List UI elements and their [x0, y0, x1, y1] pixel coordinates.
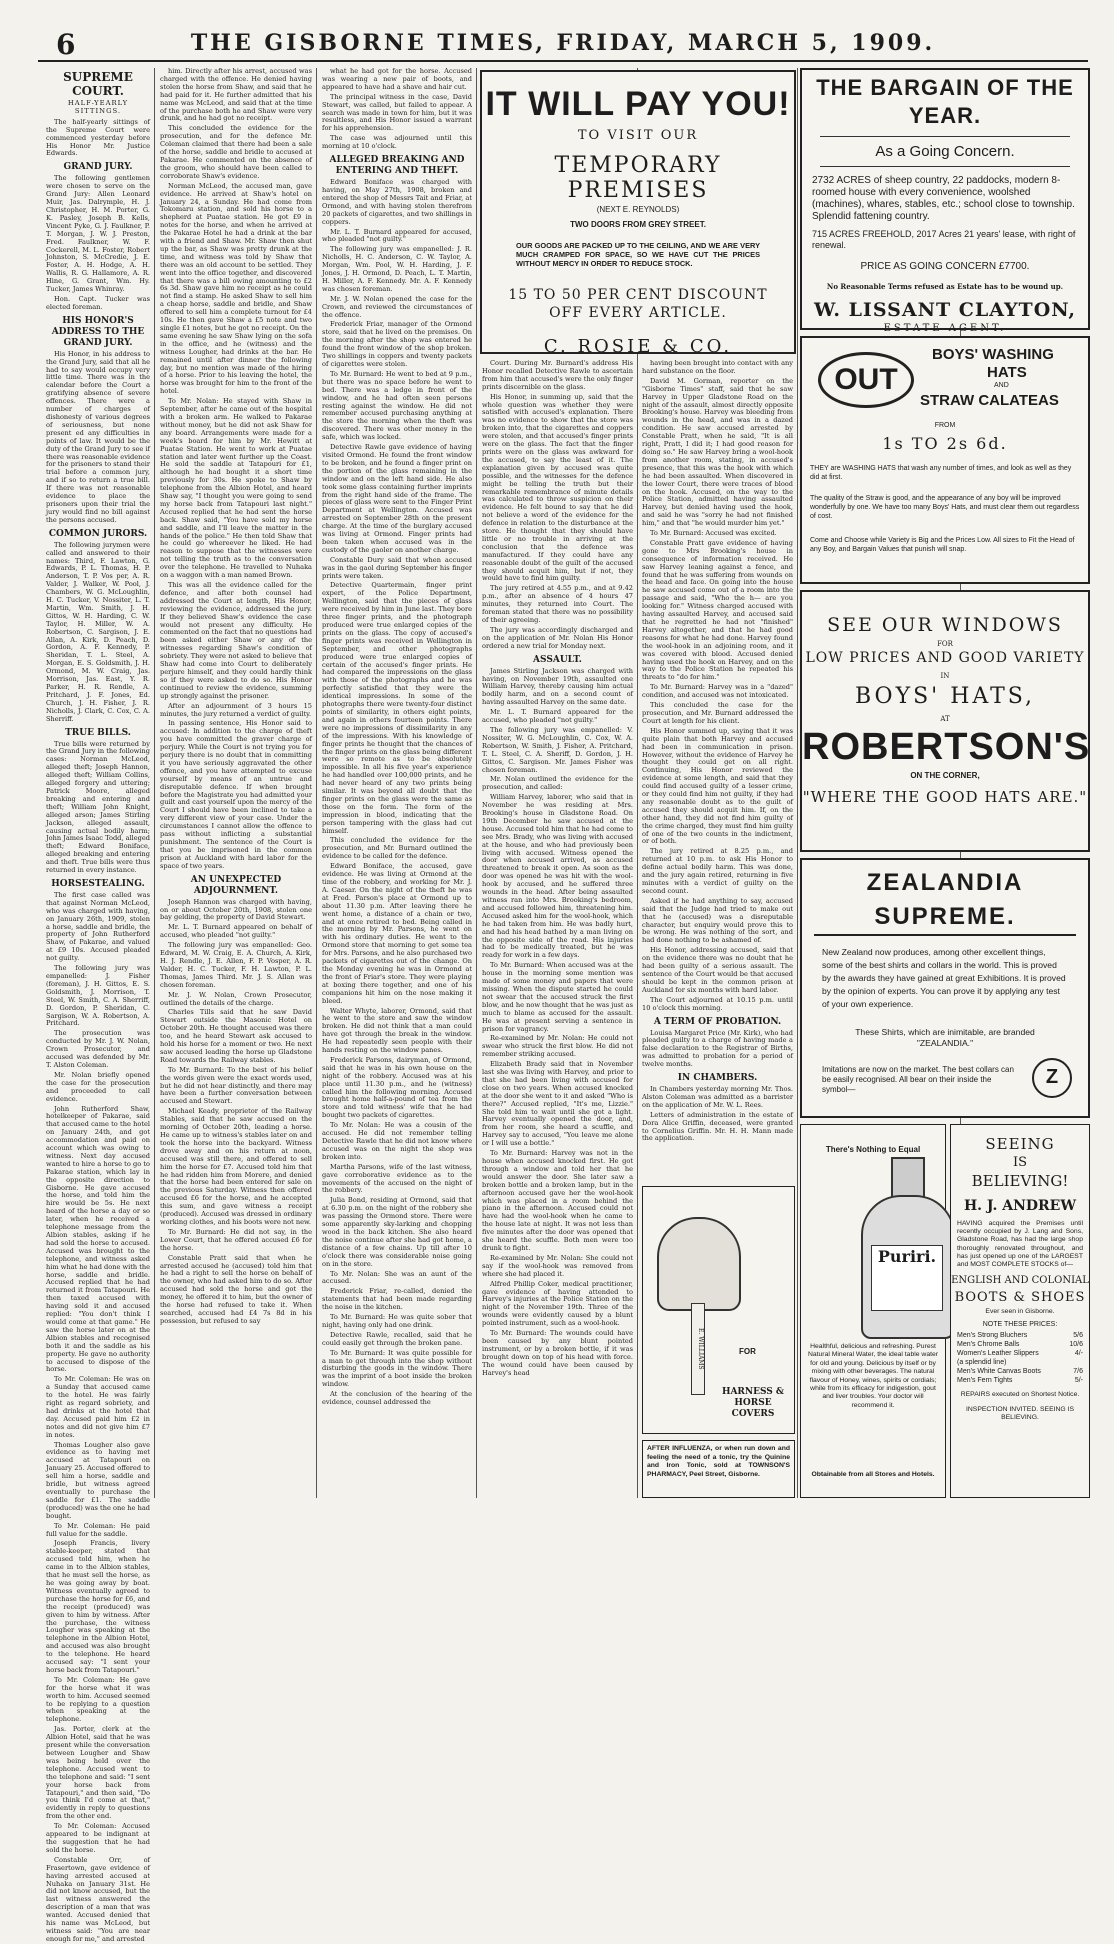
paragraph: The following jurymen were called and answered to their names: Third, F. Lawton, G. Edwards, P. L. Thomas, H. P. Anderson, T. P. Vos per, A. R. Valder, J. Walker, W. Pool, J. Chambers, W. G. McLoughlin, H. C. Tucker, V. Nossiter, L. T. Martin, Wm. Smith, J. H. Gittos, W. H. Harding, C. W. Taylor, H. Miller, W. A. Robertson, C. Sargison, J. E. Allan, A. Kirk, D. Peach, D. Gordon, A. F. Kennedy, P. Sheridan, T. L. Steel, A. Morgan, E. S. Goldsmith, J. H. Ormond, M. W. Craig, Jas. Morrison, Jas. East, Y. R. Parker, H. R. Rendle, A. Pritchard, J. F. Jones, Ed. Church, J. H. Fisher, J. R. Nicholls, J. Clark, C. Cox, C. A. Sherriff.: [46, 540, 150, 723]
paragraph: Constable Orr, of Frasertown, gave evidence of having arrested accused at Nuhaka on January 31st. He did not know accused, but the last witness answered the description of a man that was wanted. Accused denied that his name was McLeod, but witness said: "You are near enough for me," and arrested: [46, 1855, 150, 1943]
paragraph: Re-examined by Mr. Nolan: She could not say if the wool-hook was removed from where she had placed it.: [482, 1253, 633, 1278]
column-rule: [797, 68, 798, 1498]
paragraph: William Harvey, laborer, who said that in November he was residing at Mrs. Brooking's house in Gladstone Road. On 19th December he saw accused at the house. Accused told him that he had come to see Mrs. Brady, who was living with accused at the house, and who had previously been living with accused. Witness opened the door when accused arrived, as accused threatened to break it open. As soon as the door was opened he was hit with the wool-hook by accused, and he suffered three wounds in the head. After being assaulted witness ran into Mrs. Brooking's bedroom, and accused followed him, threatening him. Accused asked him for the wool-hook, which he had taken from him. He was badly hurt, and had his head bathed by a man living on the opposite side of the road. His injuries had to be medically treated, but he was ready for work in a few days.: [482, 793, 633, 960]
saddle-strap-label: E. WILLIAMS: [691, 1303, 705, 1395]
paragraph: To Mr. Coleman: He paid full value for the saddle.: [46, 1521, 150, 1538]
article-column-4: [482, 360, 633, 1498]
ad-text: HARNESS & HORSE COVERS: [721, 1387, 785, 1419]
price-item: Men's Chrome Balls: [957, 1341, 1020, 1349]
ad-text: No Reasonable Terms refused as Estate has to be wound up.: [826, 282, 1064, 291]
paragraph: Re-examined by Mr. Nolan: He could not swear who struck the first blow. He did not remember striking accused.: [482, 1034, 633, 1059]
ad-body: The quality of the Straw is good, and the appearance of any boy will be improved wonderfully by one. We have too many Boys' Hats, and must clear them out regardless of cost.: [810, 495, 1080, 520]
paragraph: The following jury was empanelled: J. R. Nicholls, H. C. Anderson, C. W. Taylor, A. Morgan, Wm. Pool, W. H. Harding, J. F. Jones, J. H. Ormond, D. Peach, L. T. Martin, H. Miller, A. F. Kennedy. Mr. A. F. Kennedy was chosen foreman.: [322, 245, 472, 293]
paragraph: To Mr. Burnard: Harvey was in a "dazed" condition, and accused was not intoxicated.: [642, 683, 793, 700]
ad-body: Healthful, delicious and refreshing. Purest Natural Mineral Water, the ideal table water for old and young. Delicious by itself or by mixing with other beverages. The natural flavour of Honey, wines, spirits or cordials; while from its efficacy for indigestion, gout and liver troubles. Your doctor will recommend it.: [807, 1343, 939, 1409]
ad-text: TO VISIT OUR: [577, 128, 699, 143]
ad-headline: THE BARGAIN OF THE YEAR.: [816, 75, 1074, 128]
ad-headline: STRAW CALATEAS: [920, 392, 1059, 409]
ad-body: HAVING acquired the Premises until recently occupied by J. Lang and Sons, Gladstone Road, has had the large shop thoroughly renovated throughout, and has just opened up one of the LARGEST and MOST COMPLETE STOCKS of—: [957, 1220, 1083, 1269]
paragraph: The following jury was empanelled: Geo. Edward, M. W. Craig, E. A. Church, A. Kirk, H. J. Rendle, J. E. Allen, F. P. Vosper, A. R. Valder, H. C. Tucker, F. H. Lawton, P. L. Thomas, James Third. Mr. J. S. Allan was chosen foreman.: [160, 941, 312, 989]
page-number: 6: [56, 28, 76, 61]
paragraph: Charles Tills said that he saw David Stewart outside the Masonic Hotel on October 20th. He thought accused was there too, and he heard Stewart ask accused to hold his horse for a moment or two. He next saw accused leading the horse up Gladstone Road towards the Railway stables.: [160, 1008, 312, 1064]
paragraph: Martha Parsons, wife of the last witness, gave corroborative evidence as to the movements of the accused on the night of the robbery.: [322, 1162, 472, 1195]
ad-price: PRICE AS GOING CONCERN £7700.: [860, 261, 1030, 272]
paragraph: Frederick Friar, manager of the Ormond store, said that he lived on the premises. On the morning after the shop was entered he found the front window of the shop broken. Two shillings in coppers and twenty packets of cigarettes were stolen.: [322, 320, 472, 368]
price-row: [957, 1358, 1083, 1367]
paragraph: The jury was accordingly discharged and on the application of Mr. Nolan His Honor ordered a new trial for Monday next.: [482, 625, 633, 650]
paragraph: him. Directly after his arrest, accused was charged with the offence. He denied having stolen the horse from Shaw, and said that he had paid for it. He further admitted that his name was McLeod, and said that at the time of the purchase both he and Shaw were very drunk, and he had got no receipt.: [160, 67, 312, 123]
paragraph: To Mr. Burnard: The wounds could have been caused by any blunt pointed instrument, or by a broken bottle, if it was brought down on top of his head with force. The wound could have been caused by Harvey's head: [482, 1329, 633, 1377]
paragraph: His Honor, in his address to the Grand Jury, said that all he had to say would occupy very little time. There was in the calendar before the Court a gratifying absence of severe offences. There were a number of charges of dishonesty of various degrees of seriousness, but none present ed any difficulties in points of law. It would be the duty of the Grand Jury to see if there was reasonable evidence for the prisoners to stand their trial before a common jury, and if so to return a true bill. If there was not reasonable evidence to place the prisoners upon their trial the jury would find no bill against the persons accused.: [46, 349, 150, 524]
andrew-boots-advertisement: [950, 1124, 1090, 1498]
ad-headline: IS: [1012, 1155, 1028, 1170]
paragraph: Norman McLeod, the accused man, gave evidence. He arrived at Shaw's hotel on January 24, a Sunday. He had come from Tokomaru station, and sold his horse to a shepherd at Puatae station. He got £9 in notes for the horse, and when he arrived at the Pakarae Hotel he had a drink at the bar with a friend and Shaw. Mr. Shaw then shut up the bar, as Shaw was pretty drunk at the time, and witness was told by Shaw that there was an old account to be settled. They went into the office together, and discovered that there was a bill owing amounting to £2 6s 3d. Shaw gave him no receipt as he could not find a stamp. He asked Shaw to sell him a cheap horse, saddle and bridle, and Shaw offered to sell him a complete turnout for £4 10s. He then gave Shaw a £5 note and two single £1 notes, but he got no receipt. On the same evening he saw Shaw lying on the sofa in the office, and he (witness) and the witness Lougher, had drinks at the bar. He remained until after dinner the following day, but no mention was made of the hiring of a horse. Prior to his leaving the hotel, the horse was brought for him to the front of the hotel.: [160, 181, 312, 396]
ad-text: REPAIRS executed on Shortest Notice.: [960, 1391, 1080, 1399]
ad-subhead: As a Going Concern.: [875, 143, 1015, 160]
paragraph: This concluded the evidence for the prosecution, and Mr. Burnard outlined the evidence to be called for the defence.: [322, 836, 472, 861]
paragraph: Detective Rawle gave evidence of having visited Ormond. He found the front window to be broken, and he found a finger print on the portion of the glass remaining in the window and on the left hand side. He also took some glass containing further imprints from the right hand side of the frame. The pieces of glass were sent to the Finger Print Department at Wellington. Accused was arrested on September 28th on the present charge. At the time of the burglary accused was living at Ormond. Finger prints had been taken when accused was in the custody of the gaoler on another charge.: [322, 443, 472, 554]
paragraph: Joseph Francis, livery stable-keeper, stated that accused told him, when he came in to the Albion stables, that he must sell the horse, as he was going away by boat. Witness eventually agreed to purchase the horse for £6, and the receipt (produced) was given to him by witness. After the purchase, the witness Lougher was speaking at the telephone in the Albion Hotel, and accused was also brought to the telephone. He heard accused say: "I sent your horse back from Tatapouri.": [46, 1539, 150, 1674]
paragraph: Mr. L. T. Burnard appeared for accused, who pleaded "not guilty.": [322, 227, 472, 244]
paragraph: The following jury was empanelled: V. Nossiter, W. G. McLoughlin, C. Cox, W. A. Robertson, W. Smith, J. Fisher, A. Pritchard, T. L. Steel, C. A. Sheriff, D. Gordon, J. H. Gittos, C. Sargison. Mr. James Fisher was chosen foreman.: [482, 725, 633, 774]
ad-headline: BOYS' WASHING: [932, 346, 1054, 363]
ad-text: TEMPORARY PREMISES: [554, 153, 722, 203]
article-column-1: [46, 68, 150, 1943]
paragraph: To Mr. Coleman: He was on a Sunday that accused came to the hotel. He was fairly right as regard sobriety, and had drinks at the hotel that day. Accused paid him £2 in notes and did not give him £7 in notes.: [46, 1375, 150, 1439]
paragraph: To Mr. Burnard: To the best of his belief the words given were the exact words used, but he did not hear distinctly, and there may have been a further conversation between accused and Stewart.: [160, 1065, 312, 1106]
article-column-3: [322, 68, 472, 1498]
ad-text: LOW PRICES AND GOOD VARIETY: [805, 650, 1085, 666]
paragraph: what he had got for the horse. Accused was wearing a new pair of boots, and appeared to have had a shave and hair cut.: [322, 67, 472, 91]
ad-body: AFTER INFLUENZA, or when run down and feeling the need of a tonic, try the Quinine and Iron Tonic, sold at TOWNSON'S PHARMACY, Peel Street, Gisborne.: [647, 1445, 790, 1478]
paragraph: His Honor, addressing accused, said that on the evidence there was no doubt that he had been guilty of a serious assault. The sentence of the Court would be that accused should be kept in the common prison at Auckland for six months with hard labor.: [642, 946, 793, 994]
boys-hats-advertisement: [800, 336, 1090, 584]
price-item: Men's Fern Tights: [957, 1377, 1013, 1385]
paragraph: Letters of administration in the estate of Dora Alice Griffin, deceased, were granted to Cornelius Griffin. Mr. H. H. Mann made the application.: [642, 1110, 793, 1143]
ad-body: OUR GOODS ARE PACKED UP TO THE CEILING, AND WE ARE VERY MUCH CRAMPED FOR SPACE, SO WE HAVE CUT THE PRICES WITHOUT MERCY IN ORDER TO REDUCE STOCK.: [516, 241, 760, 268]
ad-agent-title: ESTATE AGENT.: [883, 323, 1007, 334]
ad-text: FROM: [934, 422, 956, 429]
paragraph: Mr. Nolan briefly opened the case for the prosecution and proceeded to call evidence.: [46, 1070, 150, 1103]
price-value: 5/-: [1074, 1377, 1083, 1385]
section-heading: TRUE BILLS.: [65, 727, 131, 738]
ad-text: BOOTS & SHOES: [954, 1290, 1086, 1306]
ad-headline: SEEING: [985, 1135, 1055, 1153]
ad-store-name: ROBERTSON'S: [802, 726, 1091, 768]
paragraph: To Mr. Nolan: He stayed with Shaw in September, after he came out of the hospital with a broken arm. He walked to Pakarae without money, but he did not ask Shaw for any board. Arrangements were made for a week's board for him by Mr. Hewitt at Puatae Station. He went to work at Puatae station and later went further up the Coast. He sold the saddle at Tatapouri for £1, although he had bought it a short time previously for 30s. He spoke to Shaw by telephone from the Albion Hotel, and heard Shaw say, "I thought you were going to send my horse back from Tatapouri last night." Accused replied that he had sent the horse back. Shaw said, "You have sold my horse and saddle, and I'll leave the matter in the hands of the police." He then told Shaw that he could go whereever he liked. He had reason to suppose that the witnesses were not telling the truth as to the conversation over the telephone. He travelled to Nuhaka on a waggon with a man named Brown.: [160, 397, 312, 580]
section-heading: ALLEGED BREAKING AND ENTERING AND THEFT.: [329, 155, 465, 177]
price-item: Men's White Canvas Boots: [957, 1368, 1041, 1376]
ad-body: These Shirts, which are inimitable, are branded "ZEALANDIA.": [855, 1027, 1035, 1048]
paragraph: To Mr. Burnard: He was quite sober that night, having only had one drink.: [322, 1313, 472, 1329]
paragraph: His Honor summed up, saying that it was quite plain that both Harvey and accused had been in communication in prison. However, without the evidence of Harvey he thought they could get on all right. Continuing, His Honor reviewed the evidence at some length, and said that they could find accused guilty of a lesser crime, or they could find him not guilty, if they had any reasonable doubt as to the guilt of accused they should acquit him. If, on the other hand, they did not find him guilty of the crime charged, they must find him guilty of one of the two counts in the indictment, or of both.: [642, 726, 793, 846]
column-rule: [316, 68, 317, 1498]
section-heading: GRAND JURY.: [63, 162, 133, 173]
masthead: [38, 20, 1088, 62]
paragraph: After an adjournment of 3 hours 15 minutes, the jury returned a verdict of guilty.: [160, 701, 312, 718]
price-row: [957, 1340, 1083, 1349]
column-rule: [476, 68, 477, 1498]
ad-headline: SEE OUR WINDOWS: [827, 614, 1063, 636]
paragraph: Edward Boniface, the accused, gave evidence. He was living at Ormond at the time of the robbery, and working for Mr. J. A. Caesar. On the night of the theft he was at Fred. Parson's place at Ormond up to about 11.30 p.m. After leaving there he went home, a distance of a chain or two, and at once retired to bed. Being called in the morning by Mr. Parsons, he went on with his ordinary duties. He went to the Ormond store that morning to get some tea for Mrs. Parsons, and he also purchased two packets of cigarettes out of the change. On the Monday evening he was in Ormond at the front of Friar's store. They were playing at boxing there together, and one of his companions hit him on the nose making it bleed.: [322, 862, 472, 1005]
divider: [820, 166, 1070, 167]
section-heading: HORSESTEALING.: [51, 878, 145, 889]
price-item: (a splendid line): [957, 1359, 1007, 1367]
ad-headline: IT WILL PAY YOU!: [485, 85, 791, 123]
paragraph: True bills were returned by the Grand Jury in the following cases: Norman McLeod, alleged theft; Joseph Hannon, alleged theft; William Collins, alleged forgery and uttering; Patrick Moore, alleged breaking and entering and theft; William John Knight, alleged arson; James Stirling Jackson, alleged assault, causing actual bodily harm; John James Isaac Todd, alleged theft; Edward Boniface, alleged breaking and entering and theft. True bills were thus returned in every instance.: [46, 739, 150, 875]
paragraph: The half-yearly sittings of the Supreme Court were commenced yesterday before His Honor Mr. Justice Edwards.: [46, 117, 150, 158]
ad-text: INSPECTION INVITED. SEEING IS BELIEVING.: [965, 1405, 1074, 1422]
ad-text: BOYS' HATS,: [854, 684, 1036, 709]
paragraph: Louisa Margaret Price (Mr. Kirk), who had pleaded guilty to a charge of having made a false declaration to the Registrar of Births, was admitted to probation for a period of twelve months.: [642, 1028, 793, 1069]
ad-text: ENGLISH AND COLONIAL: [951, 1275, 1089, 1287]
section-heading: A TERM OF PROBATION.: [653, 1016, 782, 1027]
ad-signature: C. ROSIE & CO.: [543, 336, 733, 357]
bottle-label: [871, 1245, 943, 1311]
harness-advertisement: [642, 1186, 795, 1434]
ad-text: FOR: [937, 640, 953, 648]
article-heading: SUPREME COURT.: [63, 70, 133, 98]
ad-text: Ever seen in Gisborne.: [985, 1308, 1055, 1316]
price-row: [957, 1367, 1083, 1376]
paragraph: This concluded the case for the prosecution, and Mr. Burnard addressed the Court at length for his client.: [642, 701, 793, 725]
paragraph: Constable Dury said that when accused was in the gaol during September his finger prints were taken.: [322, 555, 472, 580]
paragraph: Mr. L. T. Burnard appeared on behalf of accused, who pleaded "not guilty.": [160, 923, 312, 940]
section-heading: AN UNEXPECTED ADJOURNMENT.: [190, 874, 282, 896]
paragraph: Detective Rawle, recalled, said that he could easily get through the broken pane.: [322, 1330, 472, 1347]
newspaper-title: THE GISBORNE TIMES, FRIDAY, MARCH 5, 1909.: [190, 30, 936, 56]
paragraph: His Honor, in summing up, said that the whole question was whether they were satisfied with accused's explanation. There was no evidence to show that the store was broken into, that the cigarettes and coppers were stolen, and that accused's finger prints were on the glass. The fact that the finger prints were on the glass was awkward for the accused, to say the least of it. The explanation given by accused was quite possible, and the witnesses for the defence might be telling the truth but their remarkable remembrance of minute details was calculated to throw suspicion on their evidence. He felt bound to say that he did not believe a word of the evidence for the defence in relation to the disturbance at the store. He thought that they should have little or no trouble in arriving at the conclusion that the defence was manufactured. If they could have any reasonable doubt of the guilt of the accused they should acquit him, but if not, they would have to find him guilty.: [482, 392, 633, 583]
zealandia-advertisement: [800, 858, 1090, 1118]
paragraph: In Chambers yesterday morning Mr. Thos. Alston Coleman was admitted as a barrister on the application of Mr. W. L. Rees.: [642, 1085, 793, 1109]
paragraph: James Stirling Jackson was charged with having, on November 19th, assaulted one William Harvey, thereby causing him actual bodily harm, and on a second count of having assaulted Harvey on the same date.: [482, 666, 633, 707]
ad-text: There's Nothing to Equal: [825, 1145, 921, 1154]
paragraph: Constable Pratt gave evidence of having gone to Mrs Brooking's house in consequence of information received. He saw Harvey leaning against a fence, and found that he was suffering from wounds on the head and face. On going into the house he saw accused come out of a room into the passage and said, "Who the h— are you looking for." Witness charged accused with having assaulted Harvey, and accused said that he regretted he had not "finished" Harvey altogether, and that he had good reasons for what he had done. Harvey found the wool-hook in an adjoining room, and it was covered with blood. Accused denied having used the hook on Harvey, and on the way to the Police Station he repeated his threats to "do for him.": [642, 538, 793, 682]
price-item: Women's Leather Slippers: [957, 1350, 1039, 1358]
section-heading: IN CHAMBERS.: [677, 1073, 758, 1084]
ad-headline: ZEALANDIA SUPREME.: [814, 866, 1076, 936]
paragraph: The Court adjourned at 10.15 p.m. until 10 o'clock this morning.: [642, 995, 793, 1012]
ad-text: AT: [940, 715, 950, 723]
puriri-advertisement: [800, 1124, 946, 1498]
ad-text: Obtainable from all Stores and Hotels.: [811, 1471, 935, 1478]
bargain-advertisement: [800, 68, 1090, 334]
section-heading: COMMON JURORS.: [48, 528, 148, 539]
ad-body: Come and Choose while Variety is Big and the Prices Low. All sizes to Fit the Head of any Boy, and Bargain Values that punish will snap.: [810, 537, 1075, 553]
price-row: [957, 1331, 1083, 1340]
article-column-5: [642, 360, 793, 1180]
paragraph: having been brought into contact with any hard substance on the floor.: [642, 359, 793, 375]
paragraph: The prosecution was conducted by Mr. J. W. Nolan, Crown Prosecutor, and accused was defended by Mr. T. Alston Coleman.: [46, 1029, 150, 1069]
paragraph: To Mr. Burnard: He did not say, in the Lower Court, that he offered accused £6 for the horse.: [160, 1227, 312, 1252]
robertsons-advertisement: [800, 590, 1090, 852]
divider: [820, 136, 1070, 137]
paragraph: Court. During Mr. Burnard's address His Honor recalled Detective Rawle to ascertain from him that accused's were the only finger prints discernible on the glass.: [482, 359, 633, 391]
price-row: [957, 1349, 1083, 1358]
zealandia-symbol-icon: Z: [1032, 1058, 1072, 1098]
paragraph: Jas. Porter, clerk at the Albion Hotel, said that he was present while the conversation between Lougher and Shaw was being held over the telephone. Accused went to the telephone and said: "I sent your horse back from Tatapouri," and then said, "Do you think I'd come at that," evidently in reply to questions from the other end.: [46, 1725, 150, 1821]
ad-body: Imitations are now on the market. The best collars can be easily recognised. All bear on their inside the symbol—: [822, 1065, 1014, 1094]
paragraph: Michael Keady, proprietor of the Railway Stables, said that he saw accused on the morning of October 20th, leading a horse. He came up to witness's stables later on and took the horse into the backyard. Witness drove away and on his return at noon, accused was still there, and offered to sell him the horse for £7. Accused told him that he had ridden him from Morere, and denied that the horse had been entered for sale on the previous Saturday. Witness then offered accused £6 for the horse, and he accepted this sum, and gave witness a receipt (produced). Accused was dressed in ordinary working clothes, and his boots were not new.: [160, 1107, 312, 1226]
paragraph: Constable Pratt said that when he arrested accused he (accused) told him that he had a right to sell the horse on behalf of the owner, who had asked him to do so. After accused had sold the horse and got the money, he offered it to him, but the owner of the horse had refused to take it. When searched, accused had £4 7s 8d in his possession, but refused to say: [160, 1253, 312, 1325]
paragraph: Edward Boniface was charged with having, on May 27th, 1908, broken and entered the shop of Messrs Tait and Friar, at Ormond, and with having stolen therefrom 20 packets of cigarettes, and two shillings in coppers.: [322, 178, 472, 226]
paragraph: At the conclusion of the hearing of the evidence, counsel addressed the: [322, 1390, 472, 1407]
paragraph: Alfred Phillip Coker, medical practitioner, gave evidence of having attended to Harvey's injuries at the Police Station on the night of the November 19th. Three of the wounds were evidently caused by a blunt pointed instrument, such as a wool-hook.: [482, 1279, 633, 1328]
paragraph: The first case called was that against Norman McLeod, who was charged with having, on January 26th, 1909, stolen a horse, saddle and bridle, the property of John Rutherford Shaw, of Pakarae, and valued at £9 10s. Accused pleaded not guilty.: [46, 890, 150, 963]
paragraph: To Mr. Burnard: When accused was at the house in the morning some mention was made of some money and papers that were missing. When the dispute started he could not swear that the accused struck the first blow, and he now thought that he was just as much to blame as accused for the assault. He was at present serving a sentence in prison for vagrancy.: [482, 961, 633, 1033]
paragraph: Joseph Hannon was charged with having, on or about October 20th, 1908, stolen one bay gelding, the property of David Stewart.: [160, 897, 312, 922]
section-heading: HIS HONOR'S ADDRESS TO THE GRAND JURY.: [51, 315, 145, 348]
ad-slogan: "WHERE THE GOOD HATS ARE.": [802, 788, 1088, 806]
price-item: Men's Strong Bluchers: [957, 1332, 1028, 1340]
paragraph: The jury retired at 4.55 p.m., and at 9.42 p.m., after an absence of 4 hours 47 minutes, they returned into Court. The foreman stated that there was no possibility of their agreeing.: [482, 584, 633, 624]
paragraph: To Mr. Burnard: He went to bed at 9 p.m., but there was no space before he went to bed. There was a ledge in front of the window, and he had often seen persons resting against the window. He did not remember accused purchasing anything at the store the morning when the theft was discovered. There was other money in the safe, which was locked.: [322, 369, 472, 442]
paragraph: To Mr. Coleman: He gave for the horse what it was worth to him. Accused seemed to be replying to a question when speaking at the telephone.: [46, 1675, 150, 1724]
paragraph: John Rutherford Shaw, hotelkeeper of Pakarae, said that accused came to the hotel on January 24th, and got accommodation and paid on account which was owing to witness. Next day accused wanted to hire a horse to go to Pakarae station, which lay in the opposite direction to Gisborne. He gave accused the horse, and told him the hire would be 5s. He next heard of the horse a day or so later, when he received a telephone message from the Albion stables, asking if he had sold the horse to accused. Accused was brought to the telephone, and witness asked him what he had done with the horse, saddle and bridle. Accused replied that he had returned it from Tatapouri. He then taxed accused with having sold it and accused replied: "You don't think I would come at that game." He saw the horse later on at the Albion stables and recognised both it and the saddle as his property. He gave no authority to accused to dispose of the horse.: [46, 1104, 150, 1374]
price-value: 5/6: [1073, 1332, 1083, 1340]
paragraph: Mr. Nolan outlined the evidence for the prosecution, and called:: [482, 775, 633, 792]
ad-text: NOTE THESE PRICES:: [982, 1321, 1058, 1329]
paragraph: To Mr. Burnard: Harvey was not in the house when accused knocked first. He got through a window and told her that he would answer the door. She later saw a broken bottle and a broken lamp, but in the afternoon accused gave her the wool-hook which was placed in a room behind the piano in the afternoon. Accused could not have had the wool-hook when he came to the house late at night. It was not less than five minutes after the door was opened that she heard the scuffle. Both men were too drunk to fight.: [482, 1149, 633, 1252]
paragraph: Detective Quartermain, finger print expert, of the Police Department, Wellington, said that the pieces of glass were received by him in June last. They bore three finger prints, and the photograph produced were true enlarged copies of the prints on the glass. The copy of accused's finger prints was received in Wellington in September, and other photographs produced were true enlarged copies of certain of the accused's finger prints. He had compared the impressions on the glass with those of the photographs and he was perfectly satisfied that they were the identical impressions. In some of the photographs there were twenty-four distinct points of similarity, in others eight points, and again in others fourteen points. There were no impressions of dissimilarity in any of the impressions. With his knowledge of finger prints he thought that the chances of the finger prints on the glass being different were so remote as to be absolutely impossible. In all his five year's experience he had handled over 100,000 prints, and he had never heard of any two prints being similar. It was beyond all doubt that the finger prints on the glass were the same as those on the form. The form of the impression in blood, indicating that the person tampering with the glass had cut himself.: [322, 581, 472, 835]
paragraph: To Mr. Coleman: Accused appeared to be indignant at the suggestion that he had sold the horse.: [46, 1822, 150, 1854]
article-subheading: HALF-YEARLY SITTINGS.: [67, 99, 129, 115]
ad-agent-name: W. LISSANT CLAYTON,: [813, 299, 1077, 321]
paragraph: Frederick Parsons, dairyman, of Ormond, said that he was in his own house on the night of the robbery. Accused was at his place until 11.30 p.m., and he (witness) called him the following morning. Accused brought home half-a-pound of tea from the store and told witness' wife that he had bought two packets of cigarettes.: [322, 1055, 472, 1120]
paragraph: The case was adjourned until this morning at 10 o'clock.: [322, 134, 472, 151]
ad-brand: Puriri.: [877, 1247, 937, 1266]
paragraph: To Mr. Nolan: He was a cousin of the accused. He did not remember telling Detective Rawle that he did not know where accused was on the night the shop was broken into.: [322, 1121, 472, 1161]
ad-headline: HATS: [987, 364, 1027, 381]
paragraph: Frederick Friar, re-called, denied the statements that had been made regarding the noise in the kitchen.: [322, 1287, 472, 1312]
ad-text: IN: [940, 672, 950, 680]
paragraph: Elizabeth Brady said that in November last she was living with Harvey, and prior to that she had been living with accused for close on two years. When accused knocked at the door she went to it and asked "Who is there?" Accused replied, "It's me, Lizzie." She told him to wait until she got a light. Harvey eventually opened the door, and, from her room, she heard a scuffle, and Harvey say to accused, "You leave me alone or I will use a bottle.": [482, 1060, 633, 1148]
price-value: 7/6: [1073, 1368, 1083, 1376]
ad-headline: BELIEVING!: [971, 1172, 1069, 1190]
paragraph: The following jury was empanelled: J. Fisher (foreman), J. H. Gittos, E. S. Goldsmith, J. Morrison, T. Steel, W. Smith, C. A. Sherriff, D. Gordon, P. Sheridan, C. Sargison, W. A. Robertson, A. Pritchard.: [46, 964, 150, 1028]
ad-price: 1s TO 2s 6d.: [882, 434, 1008, 453]
paragraph: Walter Whyte, laborer, Ormond, said that he went to the store and saw the window broken. He did not think that a man could have got through the break in the window. He had repeatedly seen people with their hands resting on the window panes.: [322, 1006, 472, 1055]
paragraph: In passing sentence, His Honor said to accused: In addition to the charge of theft you have committed the graver charge of perjury. While the Court is not trying you for perjury there is no doubt that in committing it you have seriously aggravated the other offence, and you have attempted to excuse yourself by means of an untrue and disreputable defence. If when brought before the Magistrate you had admitted your guilt and cast yourself upon the mercy of the Court I should have been inclined to take a very different view of your case. Under the circumstances I cannot allow the offence to pass without inflicting a substantial punishment. The sentence of the Court is that you be imprisoned in the common prison at Auckland with hard labor for the space of two years.: [160, 719, 312, 870]
paragraph: To Mr. Burnard: Accused was excited.: [650, 529, 777, 538]
paragraph: To Mr. Burnard: It was quite possible for a man to get through into the shop without disturbing the goods in the window. There was the imprint of a boot inside the broken window.: [322, 1348, 472, 1389]
ad-body: 2732 ACRES of sheep country, 22 paddocks, modern 8-roomed house with every convenience, woolshed (machines), whares, stables, etc.; school close to township. Splendid fattening country.: [812, 175, 1075, 222]
paragraph: Asked if he had anything to say, accused said that the Judge had tried to make out that he (accused) was a disreputable character, but enquiry would prove this to be wrong. He was nothing of the sort, and had done nothing to be ashamed of.: [642, 896, 793, 945]
out-logo: OUT: [818, 352, 914, 408]
price-value: 10/6: [1069, 1341, 1083, 1349]
saddle-icon: [657, 1217, 741, 1311]
paragraph: The principal witness in the case, David Stewart, was called, but failed to appear. A search was made in town for him, but it was resultless, and His Honor issued a warrant for his apprehension.: [322, 92, 472, 133]
paragraph: Hon. Capt. Tucker was elected foreman.: [46, 294, 150, 311]
price-row: [957, 1376, 1083, 1385]
paragraph: Thomas Lougher also gave evidence as to having met accused at Tatapouri on January 25. Accused offered to sell him a horse, saddle and bridle, but witness agreed eventually to purchase the saddle for £1. The saddle (produced) was the one he had bought.: [46, 1440, 150, 1520]
ad-body: THEY are WASHING HATS that wash any number of times, and look as well as they did at first.: [810, 465, 1072, 481]
article-column-2: [160, 68, 312, 1498]
paragraph: Mr. L. T. Burnard appeared for the accused, who pleaded "not guilty.": [482, 708, 633, 725]
column-rule: [154, 68, 155, 1498]
paragraph: Julia Bond, residing at Ormond, said that at 6.30 p.m. on the night of the robbery she was passing the Ormond store. There were some apparently sky-larking and chopping wood in the back kitchen. She also heard the noise continue after she had got home, a distance of a few chains. Up till after 10 o'clock there was considerable noise going on in the store.: [322, 1196, 472, 1268]
rosie-advertisement: [480, 70, 796, 357]
ad-body: New Zealand now produces, among other excellent things, some of the best shirts and collars in the world. This is proved by the awards they have gained at great Exhibitions. It is proved by the opinion of experts. You can prove it by applying any test of your own experience.: [822, 947, 1066, 1009]
paragraph: Mr. J. W. Nolan, Crown Prosecutor, outlined the details of the charge.: [160, 990, 312, 1007]
price-value: 4/-: [1074, 1350, 1083, 1358]
paragraph: The jury retired at 8.25 p.m., and returned at 10 p.m. to ask His Honor to define actual bodily harm. This was done, and the jury again retired, returning in five minutes with a verdict of guilty on the second count.: [642, 847, 793, 895]
paragraph: David M. Gorman, reporter on the "Gisborne Times" staff, said that he saw Harvey in Upper Gladstone Road on the night of the assault, almost directly opposite Brooking's house. Harvey was bleeding from wounds in the head, and was in a dazed condition. He saw accused arrested by Constable Pratt, when he said, "It is all right, Pratt, I did it; I had good reason for doing so." He saw Harvey bring a wool-hook from another room, stating, in accused's presence, that this was the hook with which he had been assaulted. When discovered in the lower Court, there were traces of blood on the hook. Accused, on the way to the Police Station, admitted having assaulted Harvey, but denied having used the hook, and said he was "sorry he had not finished him," and that "he would murder him yet.": [642, 376, 793, 528]
section-heading: ASSAULT.: [533, 654, 582, 665]
ad-merchant-name: H. J. ANDREW: [963, 1198, 1077, 1214]
price-list: [957, 1331, 1083, 1385]
ad-body: 715 ACRES FREEHOLD, 2017 Acres 21 years' lease, with right of renewal.: [812, 229, 1076, 250]
paragraph: To Mr. Nolan: She was an aunt of the accused.: [322, 1269, 472, 1286]
ad-text: TWO DOORS FROM GREY STREET.: [570, 220, 706, 229]
ad-text: (NEXT E. REYNOLDS): [596, 205, 680, 214]
ad-offer: 15 TO 50 PER CENT DISCOUNT OFF EVERY ARTICLE.: [508, 287, 768, 321]
ad-text: ON THE CORNER,: [910, 771, 980, 780]
paragraph: This was all the evidence called for the defence, and after both counsel had addressed the Court at length, His Honor, reviewing the evidence, addressed the jury. If they believed Shaw's evidence the case would not present any difficulty. He commented on the fact that no questions had been asked either Shaw or any of the witnesses regarding Shaw's condition of sobriety. They were not asked to believe that Shaw had come into Court to deliberately perjure himself, and they could hardly think so if they were asked to do so. His Honor continued to review the evidence, summing up strongly against the prisoner.: [160, 581, 312, 700]
paragraph: The following gentlemen were chosen to serve on the Grand Jury: Allen Leonard Muir, Jas. Dalrymple, H. J. Christopher, H. M. Porter, G. K. Pasley, Joseph B. Kells, Vincent Pyke, G. J. Faulkner, P. T. Morgan, J. W. J. Preston, Fred. Faulkner, W. F. Cockerell, M. L. Foster, Robert Johnston, S. McCredie, J. E. Foster, A. H. Hodge, A. H. Wallis, R. G. Hallamore, A. R. Hine, G. Grant, Wm. Hy. Tucker, James Whinray.: [46, 174, 150, 294]
paragraph: Mr. J. W. Nolan opened the case for the Crown, and reviewed the circumstances of the offence.: [322, 294, 472, 319]
influenza-advertisement: [642, 1440, 795, 1498]
ad-text: FOR: [739, 1347, 756, 1356]
ad-text: AND: [994, 382, 1009, 389]
paragraph: This concluded the evidence for the prosecution, and for the defence Mr. Coleman claimed that there had been a sale of the horse, saddle and bridle to accused at Pakarae. He commented on the absence of the groom, who should have been called to corroborate Shaw's evidence.: [160, 124, 312, 180]
